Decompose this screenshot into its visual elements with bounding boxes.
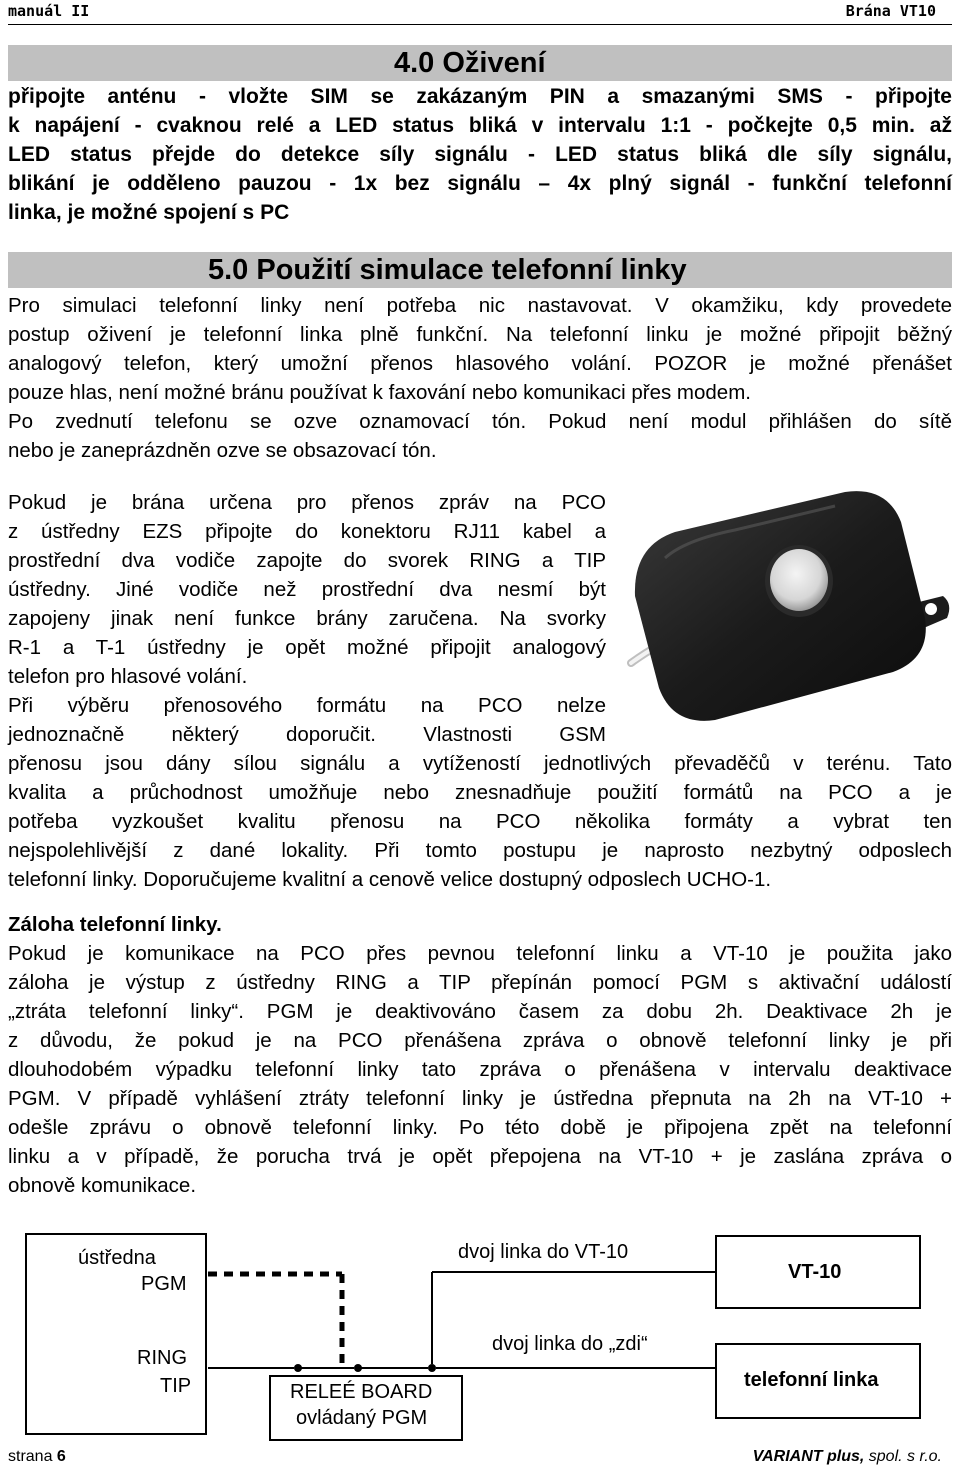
header-rule xyxy=(8,24,952,25)
zaloha-line: Pokud je komunikace na PCO přes pevnou telefonní linku a VT-10 je použita jako xyxy=(8,942,952,965)
header-product: Brána VT10 xyxy=(845,2,936,20)
pco-line: zapojeny jinak není funkce brány zaručena. Na svorky xyxy=(8,607,606,630)
zaloha-heading: Záloha telefonní linky. xyxy=(8,913,222,936)
device-photo xyxy=(625,488,955,723)
section-4-title: 4.0 Oživení xyxy=(394,47,546,79)
pco-line: potřeba vyzkoušet kvalitu přenosu na PCO několika formáty a vybrat ten xyxy=(8,810,952,833)
pco-narrow-body xyxy=(8,488,606,749)
section-5-line: pouze hlas, není možné bránu používat k faxování nebo komunikaci přes modem. xyxy=(8,381,751,404)
section-5-line: Pro simulaci telefonní linky není potřeba nic nastavovat. V okamžiku, kdy provedete xyxy=(8,294,952,317)
pco-line: R-1 a T-1 ústředny je opět možné připojit analogový xyxy=(8,636,606,659)
pco-line: z ústředny EZS připojte do konektoru RJ11 kabel a xyxy=(8,520,606,543)
zaloha-line: dlouhodobém výpadku telefonní linky tato zpráva o přenášena v intervalu deaktivace xyxy=(8,1058,952,1081)
section-5-line: nebo je zaneprázdněn ozve se obsazovací tón. xyxy=(8,439,437,462)
dvoj-linka-zdi-label: dvoj linka do „zdi“ xyxy=(492,1333,648,1355)
footer-company xyxy=(753,1448,942,1466)
relay-contact xyxy=(428,1364,436,1372)
zaloha-line: linku a v případě, že porucha trvá je opět přepojena na VT-10 + je zaslána zpráva o xyxy=(8,1145,952,1168)
footer-company-name: VARIANT plus, xyxy=(752,1448,865,1465)
ring-label: RING xyxy=(137,1347,187,1369)
zaloha-line: PGM. V případě vyhlášení ztráty telefonní linky je ústředna přepnuta na 2h na VT-10 + xyxy=(8,1087,952,1110)
section-4-line: linka, je možné spojení s PC xyxy=(8,201,290,224)
section-5-line: postup oživení je telefonní linka plně funkční. Na telefonní linku je možné připojit běžný xyxy=(8,323,952,346)
zaloha-line: „ztráta telefonní linky“. PGM je deaktivováno časem za dobu 2h. Deaktivace 2h je xyxy=(8,1000,952,1023)
section-4-line: blikání je odděleno pauzou - 1x bez signálu – 4x plný signál - funkční telefonní xyxy=(8,172,952,195)
zaloha-section xyxy=(8,910,952,1200)
zaloha-line: obnově komunikace. xyxy=(8,1174,197,1197)
pco-line: Při výběru přenosového formátu na PCO nelze xyxy=(8,694,606,717)
section-5-title: 5.0 Použití simulace telefonní linky xyxy=(208,254,687,286)
pco-line: Pokud je brána určena pro přenos zpráv na PCO xyxy=(8,491,606,514)
pco-line: prostřední dva vodiče zapojte do svorek RING a TIP xyxy=(8,549,606,572)
footer-page-prefix: strana xyxy=(8,1448,53,1465)
section-4-body xyxy=(8,82,952,227)
pco-wide-body xyxy=(8,749,952,894)
vt10-label: VT-10 xyxy=(788,1261,842,1283)
pco-line: telefon pro hlasové volání. xyxy=(8,665,248,688)
pco-line: jednoznačně některý doporučit. Vlastnosti GSM xyxy=(8,723,606,746)
section-4-title-bar xyxy=(8,45,952,81)
relay-label-2: ovládaný PGM xyxy=(296,1407,428,1429)
pco-line: nejspolehlivější z dané lokality. Při tomto postupu je naprosto nezbytný odposlech xyxy=(8,839,952,862)
pgm-label: PGM xyxy=(141,1273,187,1295)
zaloha-line: odešle zprávu o obnově telefonní linky. Po této době je připojena zpět na telefonní xyxy=(8,1116,952,1139)
device-illustration xyxy=(625,488,955,723)
tip-label: TIP xyxy=(160,1375,192,1397)
section-4-line: k napájení - cvaknou relé a LED status bliká v intervalu 1:1 - počkejte 0,5 min. až xyxy=(8,114,952,137)
footer-company-suffix: spol. s r.o. xyxy=(868,1448,942,1465)
footer-page-number: 6 xyxy=(56,1448,66,1465)
section-5-line: analogový telefon, který umožní přenos hlasového volání. POZOR je možné přenášet xyxy=(8,352,952,375)
dvoj-linka-vt10-label: dvoj linka do VT-10 xyxy=(458,1241,629,1263)
relay-label-1: RELEÉ BOARD xyxy=(290,1381,433,1403)
section-5-body xyxy=(8,291,952,465)
section-4-line: LED status přejde do detekce síly signálu - LED status bliká dle síly signálu, xyxy=(8,143,952,166)
header-manual: manuál II xyxy=(8,2,90,20)
footer-page xyxy=(8,1448,66,1466)
pco-line: kvalita a průchodnost umožňuje nebo znesnadňuje použití formátů na PCO a je xyxy=(8,781,952,804)
zaloha-line: záloha je výstup z ústředny RING a TIP přepínán pomocí PGM s aktivační událostí xyxy=(8,971,952,994)
pco-line: přenosu jsou dány sílou signálu a vytížeností jednotlivých převaděčů v terénu. Tato xyxy=(8,752,952,775)
pco-line: ústředny. Jiné vodiče než prostřední dva nesmí být xyxy=(8,578,606,601)
section-5-line: Po zvednutí telefonu se ozve oznamovací tón. Pokud není modul přihlášen do sítě xyxy=(8,410,952,433)
ustredna-label: ústředna xyxy=(78,1247,156,1269)
zaloha-line: z důvodu, že pokud je na PCO přenášena zpráva o obnově telefonní linky je při xyxy=(8,1029,952,1052)
wiring-diagram xyxy=(8,1218,952,1454)
section-4-line: připojte anténu - vložte SIM se zakázaným PIN a smazanými SMS - připojte xyxy=(8,85,952,108)
pco-line: telefonní linky. Doporučujeme kvalitní a cenově velice dostupný odposlech UCHO-1. xyxy=(8,868,772,891)
telefonni-linka-label: telefonní linka xyxy=(744,1369,879,1391)
section-5-title-bar xyxy=(8,252,952,288)
